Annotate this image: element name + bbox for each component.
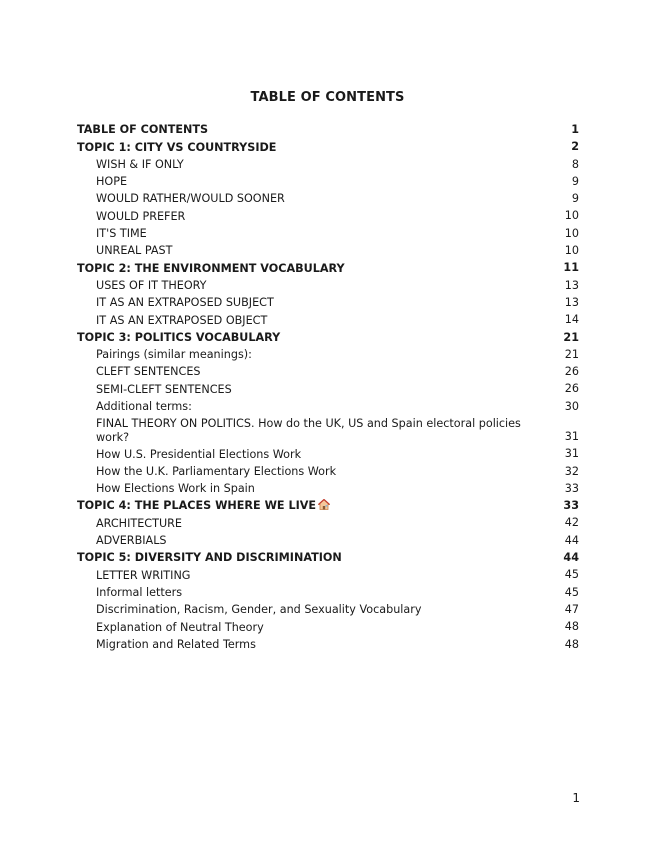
toc-entry-title: How Elections Work in Spain (96, 482, 255, 496)
toc-entry-title: Informal letters (96, 585, 183, 599)
toc-entry-page: 10 (564, 226, 579, 240)
toc-entry-page: 10 (564, 209, 579, 223)
toc-entry-page: 9 (571, 192, 579, 206)
table-of-contents (77, 121, 579, 653)
toc-entry[interactable] (77, 259, 579, 276)
toc-entry[interactable] (77, 514, 579, 531)
toc-entry-page: 9 (571, 174, 579, 188)
toc-entry-title: WISH & IF ONLY (96, 157, 184, 171)
toc-entry-title: FINAL THEORY ON POLITICS. How do the UK, US and Spain electoral policies work? (96, 417, 521, 444)
toc-entry[interactable] (77, 549, 579, 566)
toc-entry-title: WOULD PREFER (96, 209, 186, 223)
toc-entry[interactable] (77, 311, 579, 328)
toc-entry-title: ARCHITECTURE (96, 516, 182, 530)
toc-entry[interactable] (77, 463, 579, 480)
toc-entry-page: 32 (564, 464, 579, 478)
toc-entry-page: 44 (563, 551, 579, 565)
toc-entry[interactable] (77, 497, 579, 514)
toc-entry-title: IT'S TIME (96, 227, 147, 241)
toc-entry-page: 21 (564, 347, 579, 361)
toc-entry-page: 26 (564, 382, 579, 396)
toc-entry-title: SEMI-CLEFT SENTENCES (96, 382, 232, 396)
toc-entry-title: Migration and Related Terms (96, 637, 256, 651)
toc-entry-page: 44 (564, 533, 579, 547)
toc-entry-page: 47 (564, 602, 579, 616)
toc-entry-page: 48 (564, 620, 579, 634)
toc-entry[interactable] (77, 121, 579, 138)
toc-entry[interactable] (77, 636, 579, 653)
toc-entry[interactable] (77, 294, 579, 311)
toc-entry[interactable] (77, 532, 579, 549)
toc-entry[interactable] (77, 225, 579, 242)
toc-entry[interactable] (77, 601, 579, 618)
toc-entry-title: TABLE OF CONTENTS (77, 123, 209, 137)
toc-entry-page: 1 (571, 123, 579, 136)
toc-entry-title: IT AS AN EXTRAPOSED SUBJECT (96, 296, 274, 310)
toc-entry[interactable] (77, 398, 579, 415)
toc-entry[interactable] (77, 138, 579, 155)
toc-entry-title: CLEFT SENTENCES (96, 365, 201, 379)
toc-entry-page: 33 (564, 481, 579, 495)
toc-entry-title: TOPIC 4: THE PLACES WHERE WE LIVE (77, 499, 317, 513)
toc-entry[interactable] (77, 242, 579, 259)
toc-entry-title: ADVERBIALS (96, 534, 167, 548)
toc-entry-title: WOULD RATHER/WOULD SOONER (96, 192, 285, 206)
toc-entry-page: 42 (564, 516, 579, 530)
toc-entry-page: 13 (564, 295, 579, 309)
toc-entry-page: 31 (564, 447, 579, 461)
toc-entry-title: TOPIC 1: CITY VS COUNTRYSIDE (77, 140, 277, 154)
toc-entry-page: 31 (564, 429, 579, 443)
toc-entry-title: IT AS AN EXTRAPOSED OBJECT (96, 313, 268, 327)
toc-entry-page: 33 (563, 499, 579, 513)
toc-entry-page: 45 (564, 585, 579, 599)
toc-entry-title: TOPIC 2: THE ENVIRONMENT VOCABULARY (77, 261, 345, 275)
toc-entry[interactable] (77, 346, 579, 363)
toc-entry-title: UNREAL PAST (96, 244, 173, 258)
toc-entry[interactable] (77, 415, 579, 445)
toc-entry-title: LETTER WRITING (96, 568, 191, 582)
toc-entry-title: TOPIC 5: DIVERSITY AND DISCRIMINATION (77, 551, 342, 565)
toc-entry[interactable] (77, 207, 579, 224)
toc-entry[interactable] (77, 329, 579, 346)
toc-entry-title: TOPIC 3: POLITICS VOCABULARY (77, 330, 281, 344)
page-title: TABLE OF CONTENTS (250, 90, 405, 105)
toc-entry-page: 14 (564, 313, 579, 327)
toc-entry-page: 30 (564, 399, 579, 413)
toc-entry-page: 13 (564, 278, 579, 292)
toc-entry-title: How U.S. Presidential Elections Work (96, 447, 302, 461)
toc-entry[interactable] (77, 480, 579, 497)
toc-entry-title: Additional terms: (96, 400, 192, 414)
house-icon (318, 499, 330, 510)
toc-entry[interactable] (77, 618, 579, 635)
toc-entry-title: Discrimination, Racism, Gender, and Sexuality Vocabulary (96, 603, 422, 617)
toc-entry-title: Explanation of Neutral Theory (96, 620, 264, 634)
toc-entry-page: 21 (563, 330, 579, 344)
toc-entry-page: 8 (571, 157, 579, 171)
toc-entry-title: How the U.K. Parliamentary Elections Work (96, 464, 337, 478)
toc-entry[interactable] (77, 156, 579, 173)
toc-entry-page: 45 (564, 568, 579, 582)
toc-entry[interactable] (77, 363, 579, 380)
toc-entry-title: USES OF IT THEORY (96, 278, 207, 292)
footer-page-number: 1 (572, 791, 580, 805)
toc-entry[interactable] (77, 566, 579, 583)
toc-entry[interactable] (77, 445, 579, 462)
toc-entry-page: 11 (563, 261, 579, 275)
toc-entry[interactable] (77, 380, 579, 397)
toc-entry-page: 10 (564, 244, 579, 258)
toc-entry-page: 48 (564, 637, 579, 651)
toc-entry-page: 26 (564, 365, 579, 379)
toc-entry[interactable] (77, 584, 579, 601)
toc-entry-page: 2 (571, 140, 579, 154)
toc-entry[interactable] (77, 173, 579, 190)
toc-entry[interactable] (77, 190, 579, 207)
toc-entry-title: HOPE (96, 175, 128, 189)
toc-entry-title: Pairings (similar meanings): (96, 348, 252, 362)
toc-entry[interactable] (77, 277, 579, 294)
toc-entry-title-wrap (77, 497, 561, 514)
